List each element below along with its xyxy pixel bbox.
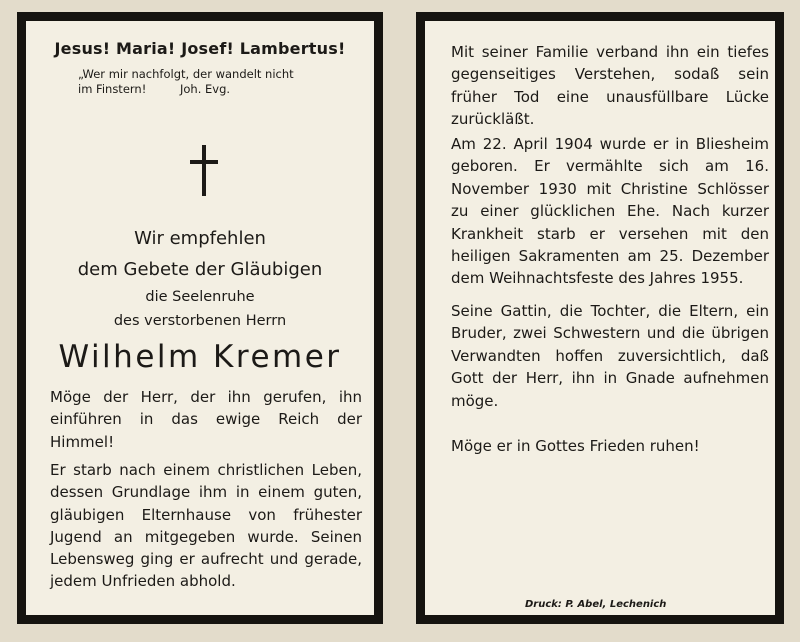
bible-quote bbox=[78, 67, 368, 97]
recommend-line-2: dem Gebete der Gläubigen bbox=[77, 259, 323, 280]
right-paragraph-4: Möge er in Gottes Frieden ruhen! bbox=[451, 437, 700, 455]
cross-icon bbox=[202, 145, 206, 196]
left-card bbox=[17, 12, 383, 624]
left-paragraph-2: Er starb nach einem christlichen Leben, dessen Grundlage ihm in einem guten, gläubigen Elternhause von frühester Jugend an mitgegeben wurde. Seinen Lebensweg ging er aufrecht und gerade, jedem Unfrieden abhold. bbox=[50, 461, 362, 591]
quote-line-2 bbox=[78, 82, 368, 97]
left-card-content bbox=[26, 21, 374, 615]
invocation-heading: Jesus! Maria! Josef! Lambertus! bbox=[54, 39, 346, 58]
quote-line-1: „Wer mir nachfolgt, der wandelt nicht bbox=[78, 67, 294, 81]
right-paragraph-2: Am 22. April 1904 wurde er in Bliesheim geboren. Er vermählte sich am 16. November 1930 mit Christine Schlösser zu einer glücklichen Ehe. Nach kurzer Krankheit starb er versehen mit den heiligen Sakramenten am 25. Dezember dem Weihnachtsfeste des Jahres 1955. bbox=[451, 135, 769, 288]
deceased-name: Wilhelm Kremer bbox=[58, 339, 342, 375]
right-paragraph-3: Seine Gattin, die Tochter, die Eltern, ein Bruder, zwei Schwestern und die übrigen Verwandten hoffen zuversichtlich, daß Gott der Herr, ihn in Gnade aufnehmen möge. bbox=[451, 302, 769, 410]
recommend-line-1: Wir empfehlen bbox=[134, 228, 266, 249]
printer-credit: Druck: P. Abel, Lechenich bbox=[525, 599, 667, 610]
seelenruhe-line: die Seelenruhe bbox=[145, 289, 255, 305]
left-paragraph-1: Möge der Herr, der ihn gerufen, ihn einführen in das ewige Reich der Himmel! bbox=[50, 388, 362, 451]
verstorbenen-line: des verstorbenen Herrn bbox=[113, 313, 287, 329]
quote-line-2-text: im Finstern! bbox=[78, 82, 147, 96]
quote-source: Joh. Evg. bbox=[179, 82, 231, 96]
right-paragraph-1: Mit seiner Familie verband ihn ein tiefes gegenseitiges Verstehen, sodaß sein früher Tod eine unausfüllbare Lücke zurückläßt. bbox=[451, 43, 769, 129]
right-card bbox=[416, 12, 784, 624]
